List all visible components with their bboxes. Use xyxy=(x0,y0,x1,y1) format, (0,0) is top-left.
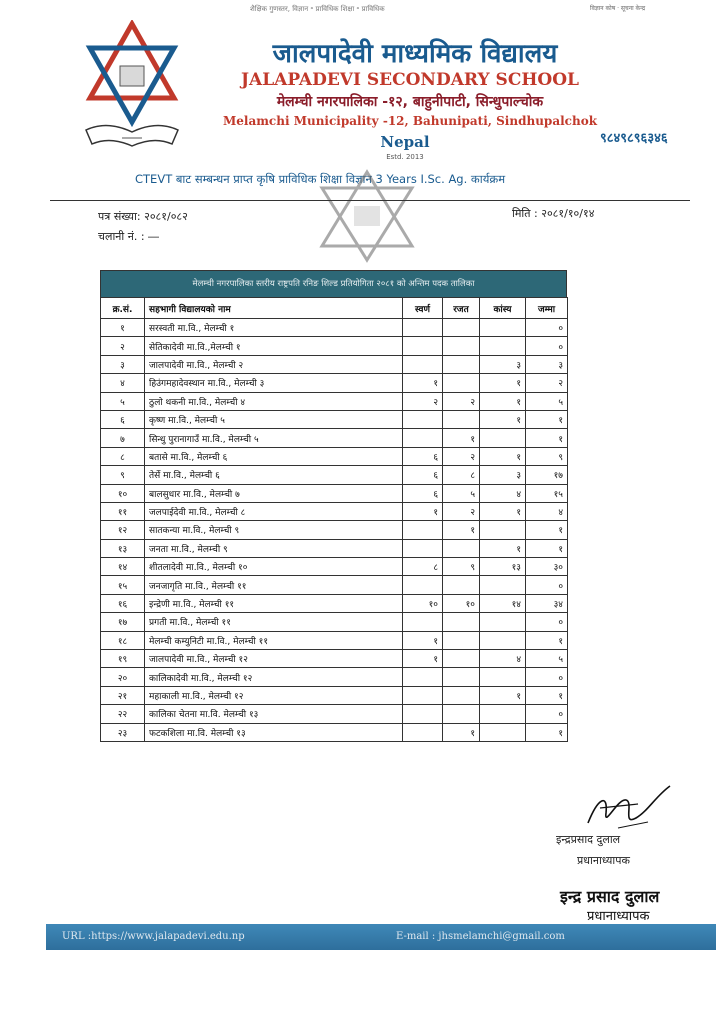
row-sn: ११ xyxy=(101,502,145,520)
row-total: १ xyxy=(526,410,568,428)
row-sn: १८ xyxy=(101,631,145,649)
table-row xyxy=(101,392,568,410)
row-school-name: हिउंगमहादेवस्थान मा.वि., मेलम्ची ३ xyxy=(145,374,403,392)
row-silver xyxy=(443,539,480,557)
table-row xyxy=(101,374,568,392)
table-row xyxy=(101,429,568,447)
row-school-name: सरस्वती मा.वि., मेलम्ची १ xyxy=(145,319,403,337)
row-bronze: १ xyxy=(480,502,526,520)
row-gold xyxy=(403,319,443,337)
stamp-title: प्रधानाध्यापक xyxy=(587,909,650,924)
row-gold xyxy=(403,686,443,704)
row-school-name: महाकाली मा.वि., मेलम्ची १२ xyxy=(145,686,403,704)
signatory-title: प्रधानाध्यापक xyxy=(577,854,630,867)
row-total: ३० xyxy=(526,558,568,576)
row-bronze: १३ xyxy=(480,558,526,576)
row-gold: ६ xyxy=(403,484,443,502)
row-bronze: १ xyxy=(480,392,526,410)
table-row xyxy=(101,355,568,373)
row-sn: १० xyxy=(101,484,145,502)
row-school-name: सेतिकादेवी मा.वि.,मेलम्ची १ xyxy=(145,337,403,355)
row-gold xyxy=(403,355,443,373)
row-total: ३४ xyxy=(526,594,568,612)
row-silver xyxy=(443,613,480,631)
row-school-name: कालिका चेतना मा.वि. मेलम्ची १३ xyxy=(145,705,403,723)
row-gold xyxy=(403,410,443,428)
col-header-gold: स्वर्ण xyxy=(403,298,443,319)
row-silver xyxy=(443,650,480,668)
row-silver: १ xyxy=(443,429,480,447)
table-row xyxy=(101,705,568,723)
table-row xyxy=(101,484,568,502)
row-bronze: १ xyxy=(480,410,526,428)
row-total: १ xyxy=(526,631,568,649)
table-row xyxy=(101,521,568,539)
row-school-name: मेलम्ची कम्युनिटी मा.वि., मेलम्ची ११ xyxy=(145,631,403,649)
row-bronze xyxy=(480,576,526,594)
row-silver xyxy=(443,319,480,337)
row-total: १ xyxy=(526,723,568,741)
medal-table-body xyxy=(101,319,568,742)
row-gold xyxy=(403,613,443,631)
footer-bar xyxy=(46,924,716,950)
row-total: ० xyxy=(526,613,568,631)
reference-number: पत्र संख्या: २०८१/०८२ xyxy=(98,210,188,223)
address-np: मेलम्ची नगरपालिका -१२, बाहुनीपाटी, सिन्धुपाल्चोक xyxy=(276,94,544,110)
row-silver xyxy=(443,631,480,649)
row-silver: २ xyxy=(443,502,480,520)
table-row xyxy=(101,502,568,520)
row-total: ५ xyxy=(526,392,568,410)
row-sn: ४ xyxy=(101,374,145,392)
table-row xyxy=(101,558,568,576)
row-school-name: ठुलो थकनी मा.वि., मेलम्ची ४ xyxy=(145,392,403,410)
table-row xyxy=(101,613,568,631)
row-sn: २३ xyxy=(101,723,145,741)
letter-date: मिति : २०८१/१०/१४ xyxy=(512,207,595,220)
table-row xyxy=(101,447,568,465)
row-silver xyxy=(443,668,480,686)
row-silver xyxy=(443,686,480,704)
row-bronze xyxy=(480,319,526,337)
row-gold: २ xyxy=(403,392,443,410)
row-silver: ५ xyxy=(443,484,480,502)
row-bronze xyxy=(480,429,526,447)
row-bronze: १ xyxy=(480,539,526,557)
row-school-name: बतासे मा.वि., मेलम्ची ६ xyxy=(145,447,403,465)
row-sn: ५ xyxy=(101,392,145,410)
row-sn: १५ xyxy=(101,576,145,594)
row-gold xyxy=(403,723,443,741)
table-row xyxy=(101,723,568,741)
row-school-name: शीतलादेवी मा.वि., मेलम्ची १० xyxy=(145,558,403,576)
row-bronze xyxy=(480,631,526,649)
phone-number: ९८४९८९६३४६ xyxy=(600,131,668,146)
estd-label: Estd. 2013 xyxy=(386,153,424,161)
row-silver: १ xyxy=(443,521,480,539)
col-header-school: सहभागी विद्यालयको नाम xyxy=(145,298,403,319)
row-sn: १६ xyxy=(101,594,145,612)
row-gold: ६ xyxy=(403,466,443,484)
row-sn: २२ xyxy=(101,705,145,723)
row-gold: १ xyxy=(403,374,443,392)
row-school-name: बालसुधार मा.वि., मेलम्ची ७ xyxy=(145,484,403,502)
row-total: १ xyxy=(526,686,568,704)
row-sn: १४ xyxy=(101,558,145,576)
row-bronze xyxy=(480,521,526,539)
table-row xyxy=(101,319,568,337)
row-silver xyxy=(443,374,480,392)
medal-table xyxy=(100,297,568,742)
row-total: १ xyxy=(526,429,568,447)
table-row xyxy=(101,337,568,355)
row-silver: १ xyxy=(443,723,480,741)
row-total: २ xyxy=(526,374,568,392)
row-gold xyxy=(403,337,443,355)
row-gold xyxy=(403,668,443,686)
table-row xyxy=(101,650,568,668)
row-gold: १ xyxy=(403,631,443,649)
row-total: ० xyxy=(526,337,568,355)
top-strip-text: शैक्षिक गुणस्तर, विज्ञान ॰ प्राविधिक शिक्षा ॰ प्राविधिक xyxy=(250,5,385,13)
row-gold xyxy=(403,539,443,557)
row-bronze: १ xyxy=(480,447,526,465)
row-sn: २ xyxy=(101,337,145,355)
row-sn: ७ xyxy=(101,429,145,447)
row-total: ० xyxy=(526,576,568,594)
row-gold xyxy=(403,576,443,594)
row-school-name: जनजागृति मा.वि., मेलम्ची ११ xyxy=(145,576,403,594)
row-total: १५ xyxy=(526,484,568,502)
col-header-sn: क्र.सं. xyxy=(101,298,145,319)
row-gold xyxy=(403,429,443,447)
row-bronze xyxy=(480,668,526,686)
row-bronze: १ xyxy=(480,686,526,704)
row-gold: ६ xyxy=(403,447,443,465)
row-school-name: जालपादेवी मा.वि., मेलम्ची २ xyxy=(145,355,403,373)
row-total: १७ xyxy=(526,466,568,484)
row-bronze xyxy=(480,705,526,723)
row-school-name: सातकन्या मा.वि., मेलम्ची ९ xyxy=(145,521,403,539)
row-bronze: ४ xyxy=(480,484,526,502)
row-gold xyxy=(403,705,443,723)
row-sn: २१ xyxy=(101,686,145,704)
row-bronze: ३ xyxy=(480,466,526,484)
row-total: ५ xyxy=(526,650,568,668)
row-total: १ xyxy=(526,539,568,557)
row-total: ० xyxy=(526,319,568,337)
col-header-silver: रजत xyxy=(443,298,480,319)
col-header-bronze: कांस्य xyxy=(480,298,526,319)
row-total: ९ xyxy=(526,447,568,465)
row-bronze xyxy=(480,723,526,741)
row-school-name: जलपाईदेवी मा.वि., मेलम्ची ८ xyxy=(145,502,403,520)
row-school-name: प्रगती मा.वि., मेलम्ची ११ xyxy=(145,613,403,631)
row-sn: १२ xyxy=(101,521,145,539)
row-silver: १० xyxy=(443,594,480,612)
table-row xyxy=(101,466,568,484)
row-total: ० xyxy=(526,705,568,723)
row-sn: १ xyxy=(101,319,145,337)
table-row xyxy=(101,539,568,557)
top-right-text: विज्ञान कोष · सूचना केन्द्र xyxy=(590,5,646,12)
medal-table-section xyxy=(100,270,567,742)
table-row xyxy=(101,668,568,686)
table-header-row xyxy=(101,298,568,319)
row-sn: ६ xyxy=(101,410,145,428)
seal-stamp-icon xyxy=(312,168,422,263)
row-total: १ xyxy=(526,521,568,539)
row-sn: १९ xyxy=(101,650,145,668)
row-gold xyxy=(403,521,443,539)
row-gold: १ xyxy=(403,502,443,520)
header-divider xyxy=(50,200,690,201)
row-gold: १ xyxy=(403,650,443,668)
row-sn: २० xyxy=(101,668,145,686)
row-school-name: कृष्ण मा.वि., मेलम्ची ५ xyxy=(145,410,403,428)
row-sn: ३ xyxy=(101,355,145,373)
row-total: ३ xyxy=(526,355,568,373)
row-school-name: इन्द्रेणी मा.वि., मेलम्ची ११ xyxy=(145,594,403,612)
signature-icon xyxy=(578,778,678,838)
row-silver: २ xyxy=(443,447,480,465)
school-name-en: JALAPADEVI SECONDARY SCHOOL xyxy=(240,70,580,90)
row-bronze: १४ xyxy=(480,594,526,612)
school-logo-icon xyxy=(82,20,182,160)
table-row xyxy=(101,576,568,594)
row-sn: ८ xyxy=(101,447,145,465)
footer-email-link[interactable]: E-mail : jhsmelamchi@gmail.com xyxy=(396,931,565,942)
footer-url-link[interactable]: URL :https://www.jalapadevi.edu.np xyxy=(62,931,245,942)
row-silver xyxy=(443,705,480,723)
row-bronze: ४ xyxy=(480,650,526,668)
row-silver: २ xyxy=(443,392,480,410)
row-silver: ९ xyxy=(443,558,480,576)
row-silver: ८ xyxy=(443,466,480,484)
ctevt-affiliation-line: CTEVT बाट सम्बन्धन प्राप्त कृषि प्राविधिक शिक्षा विज्ञान 3 Years I.Sc. Ag. कार्यक्रम xyxy=(135,172,506,186)
row-school-name: तेर्से मा.वि., मेलम्ची ६ xyxy=(145,466,403,484)
medal-table-title: मेलम्ची नगरपालिका स्तरीय राष्ट्रपति रनिङ शिल्ड प्रतियोगिता २०८१ को अन्तिम पदक तालिका xyxy=(100,270,567,297)
row-bronze xyxy=(480,337,526,355)
row-gold: १० xyxy=(403,594,443,612)
school-name-np: जालपादेवी माध्यमिक विद्यालय xyxy=(272,39,558,69)
row-sn: १३ xyxy=(101,539,145,557)
row-school-name: जनता मा.वि., मेलम्ची ९ xyxy=(145,539,403,557)
row-gold: ८ xyxy=(403,558,443,576)
table-row xyxy=(101,631,568,649)
row-sn: १७ xyxy=(101,613,145,631)
row-silver xyxy=(443,337,480,355)
row-school-name: फटकशिला मा.वि. मेलम्ची १३ xyxy=(145,723,403,741)
dispatch-number: चलानी नं. : ― xyxy=(98,230,160,243)
row-school-name: जालपादेवी मा.वि., मेलम्ची १२ xyxy=(145,650,403,668)
row-school-name: सिन्धु पुरानागाउँ मा.वि., मेलम्ची ५ xyxy=(145,429,403,447)
row-silver xyxy=(443,355,480,373)
row-sn: ९ xyxy=(101,466,145,484)
row-silver xyxy=(443,576,480,594)
address-en: Melamchi Municipality -12, Bahunipati, Sindhupalchok xyxy=(222,114,598,128)
row-total: ४ xyxy=(526,502,568,520)
row-total: ० xyxy=(526,668,568,686)
table-row xyxy=(101,410,568,428)
country-label: Nepal xyxy=(380,133,430,151)
row-bronze: ३ xyxy=(480,355,526,373)
row-silver xyxy=(443,410,480,428)
row-bronze: १ xyxy=(480,374,526,392)
table-row xyxy=(101,686,568,704)
row-bronze xyxy=(480,613,526,631)
col-header-total: जम्मा xyxy=(526,298,568,319)
table-row xyxy=(101,594,568,612)
row-school-name: कालिकादेवी मा.वि., मेलम्ची १२ xyxy=(145,668,403,686)
signatory-name: इन्द्रप्रसाद दुलाल xyxy=(556,833,621,846)
stamp-name: इन्द्र प्रसाद दुलाल xyxy=(560,887,660,906)
